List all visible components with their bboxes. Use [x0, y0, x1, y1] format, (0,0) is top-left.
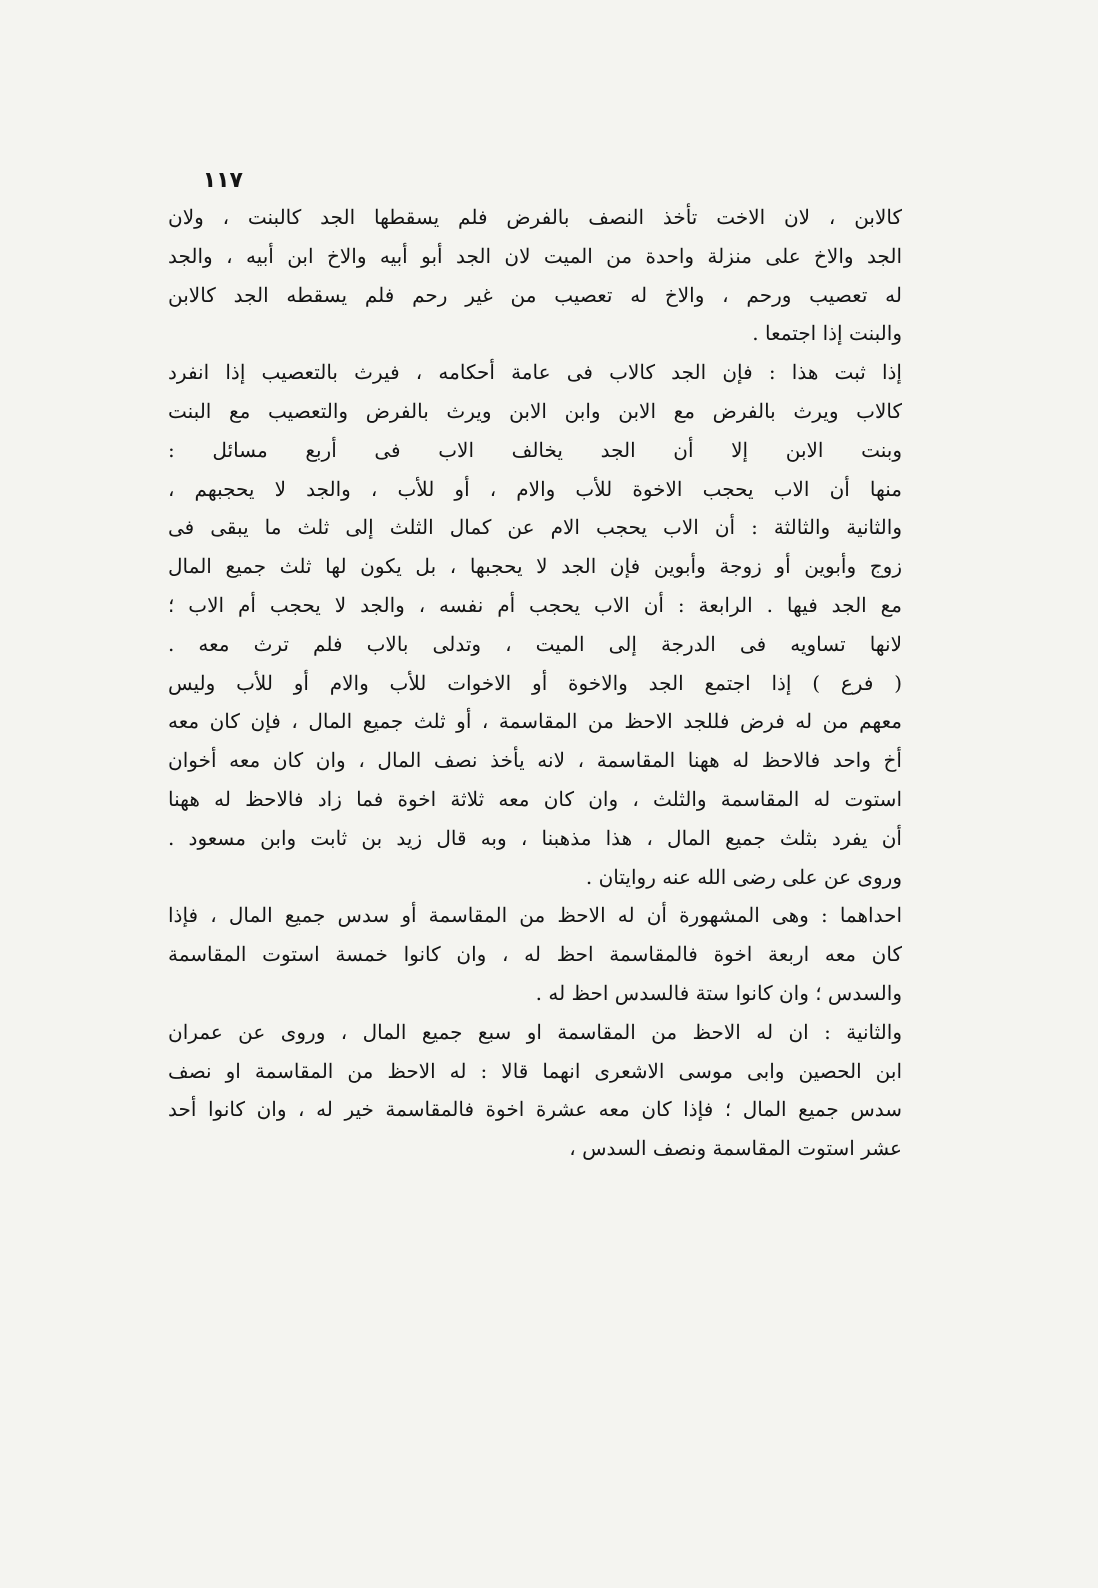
- text-line: كالابن ، لان الاخت تأخذ النصف بالفرض فلم يسقطها الجد كالبنت ، ولان: [168, 205, 902, 229]
- text-line: عشر استوت المقاسمة ونصف السدس ،: [569, 1136, 902, 1161]
- text-line: والبنت إذا اجتمعا .: [752, 321, 902, 346]
- text-line: ( فرع ) إذا اجتمع الجد والاخوة أو الاخوات للأب والام أو للأب وليس: [168, 670, 902, 695]
- text-line: كالاب ويرث بالفرض مع الابن وابن الابن ويرث بالفرض والتعصيب مع البنت: [168, 398, 902, 423]
- text-line: كان معه اربعة اخوة فالمقاسمة احظ له ، وان كانوا خمسة استوت المقاسمة: [168, 942, 902, 967]
- body-text: [168, 198, 902, 1168]
- text-line: والسدس ؛ وان كانوا ستة فالسدس احظ له .: [535, 980, 902, 1005]
- text-line: مع الجد فيها . الرابعة : أن الاب يحجب أم نفسه ، والجد لا يحجب أم الاب ؛: [168, 592, 902, 617]
- text-line: والثانية والثالثة : أن الاب يحجب الام عن كمال الثلث إلى ثلث ما يبقى فى: [168, 515, 902, 540]
- text-line: وروى عن على رضى الله عنه روايتان .: [585, 864, 902, 889]
- text-line: منها أن الاب يحجب الاخوة للأب والام ، أو للأب ، والجد لا يحجبهم ،: [168, 476, 902, 501]
- text-line: وبنت الابن إلا أن الجد يخالف الاب فى أربع مسائل :: [168, 437, 902, 462]
- text-line: أن يفرد بثلث جميع المال ، هذا مذهبنا ، وبه قال زيد بن ثابت وابن مسعود .: [168, 825, 902, 850]
- text-line: أخ واحد فالاحظ له ههنا المقاسمة ، لانه يأخذ نصف المال ، وان كان معه أخوان: [168, 748, 902, 773]
- text-line: معهم من له فرض فللجد الاحظ من المقاسمة ، أو ثلث جميع المال ، فإن كان معه: [168, 709, 902, 734]
- text-line: والثانية : ان له الاحظ من المقاسمة او سبع جميع المال ، وروى عن عمران: [168, 1019, 902, 1044]
- page-number: ١١٧: [202, 168, 243, 193]
- text-line: احداهما : وهى المشهورة أن له الاحظ من المقاسمة أو سدس جميع المال ، فإذا: [168, 903, 902, 928]
- text-line: ابن الحصين وابى موسى الاشعرى انهما قالا : له الاحظ من المقاسمة او نصف: [168, 1058, 902, 1083]
- text-line: الجد والاخ على منزلة واحدة من الميت لان الجد أبو أبيه والاخ ابن أبيه ، والجد: [168, 243, 902, 268]
- text-line: استوت له المقاسمة والثلث ، وان كان معه ثلاثة اخوة فما زاد فالاحظ له ههنا: [168, 786, 902, 811]
- text-line: له تعصيب ورحم ، والاخ له تعصيب من غير رحم فلم يسقطه الجد كالابن: [168, 282, 902, 307]
- text-line: لانها تساويه فى الدرجة إلى الميت ، وتدلى بالاب فلم ترث معه .: [168, 631, 902, 656]
- text-line: زوج وأبوين أو زوجة وأبوين فإن الجد لا يحجبها ، بل يكون لها ثلث جميع المال: [168, 554, 902, 579]
- text-line: إذا ثبت هذا : فإن الجد كالاب فى عامة أحكامه ، فيرث بالتعصيب إذا انفرد: [168, 360, 902, 385]
- text-line: سدس جميع المال ؛ فإذا كان معه عشرة اخوة فالمقاسمة خير له ، وان كانوا أحد: [168, 1097, 902, 1122]
